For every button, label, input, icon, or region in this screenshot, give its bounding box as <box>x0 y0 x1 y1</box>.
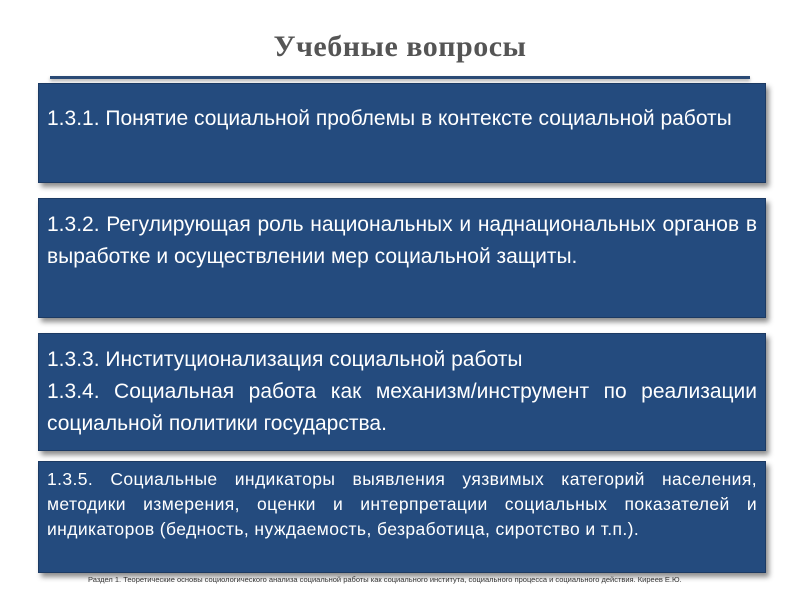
question-box-2 <box>38 198 766 318</box>
slide-footnote: Раздел 1. Теоретические основы социологического анализа социальной работы как социального института, социального процесса и социального действия. Киреев Е.Ю. <box>88 575 682 584</box>
question-1-3-2: 1.3.2. Регулирующая роль национальных и наднациональных органов в выработке и осуществлении мер социальной защиты. <box>47 213 757 268</box>
title-underline <box>50 76 750 79</box>
question-box-4 <box>38 461 766 573</box>
question-1-3-3: 1.3.3. Институционализация социальной работы <box>47 348 523 371</box>
question-box-3 <box>38 333 766 451</box>
question-box-1 <box>38 83 766 183</box>
question-1-3-1: 1.3.1. Понятие социальной проблемы в контексте социальной работы <box>47 107 732 130</box>
slide-title: Учебные вопросы <box>273 30 527 63</box>
question-1-3-5: 1.3.5. Социальные индикаторы выявления уязвимых категорий населения, методики измерения, оценки и интерпретации социальных показателей и индикаторов (бедность, нуждаемость, безработица, сиротство и т.п.). <box>47 469 757 539</box>
question-1-3-4: 1.3.4. Социальная работа как механизм/инструмент по реализации социальной политики государства. <box>47 380 757 435</box>
